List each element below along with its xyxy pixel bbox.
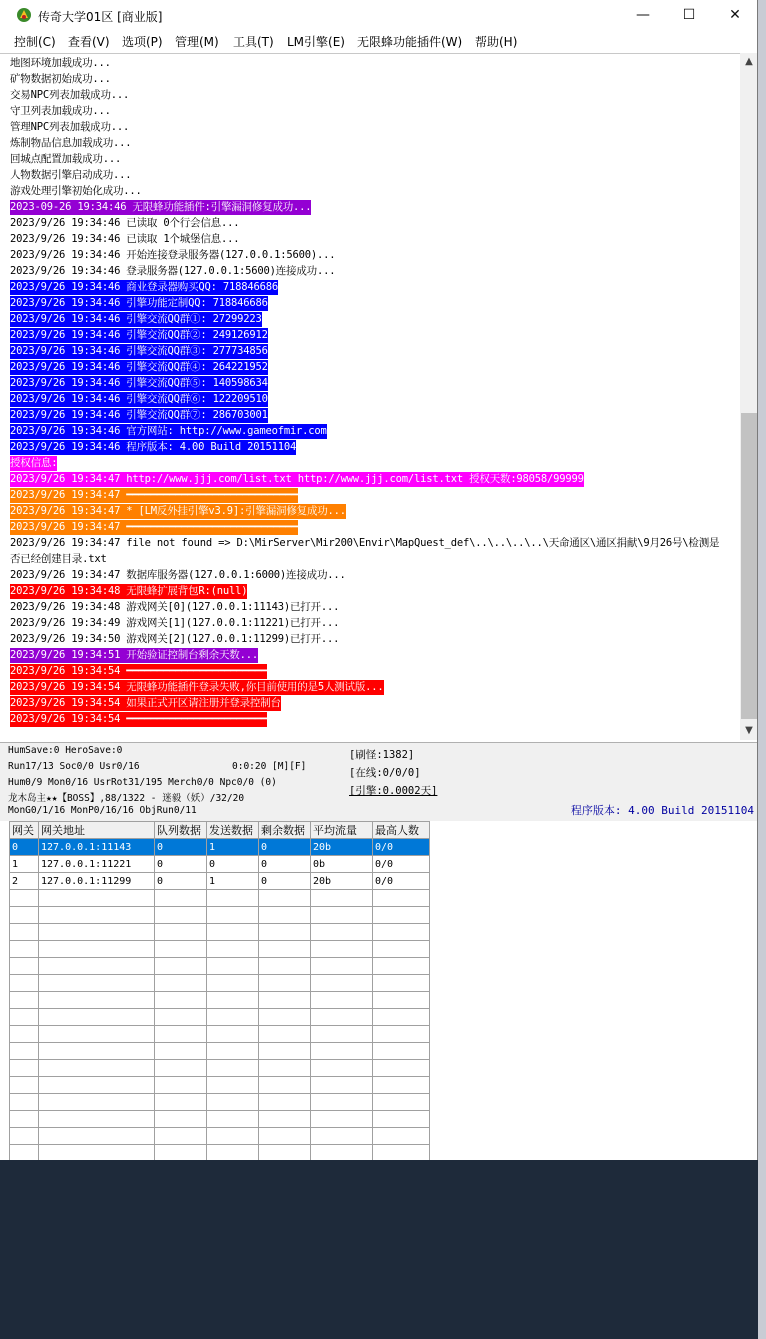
status-hum: Hum0/9 Mon0/16 UsrRot31/195 Merch0/0 Npc0/0 (0)	[8, 777, 277, 788]
table-cell: 2	[10, 873, 39, 890]
table-cell	[259, 890, 311, 907]
table-row-empty[interactable]	[10, 924, 430, 941]
table-cell	[259, 1128, 311, 1145]
desktop-background	[758, 0, 766, 1339]
col-header-avg-traffic[interactable]: 平均流量	[311, 822, 373, 839]
table-cell: 20b	[311, 839, 373, 856]
table-header-row	[10, 822, 430, 839]
log-line: 2023/9/26 19:34:48 游戏网关[0](127.0.0.1:11143)已打开...	[10, 601, 340, 613]
table-cell	[39, 907, 155, 924]
table-cell	[39, 941, 155, 958]
table-cell: 20b	[311, 873, 373, 890]
col-header-gateway[interactable]: 网关	[10, 822, 39, 839]
table-cell	[207, 1026, 259, 1043]
table-cell	[311, 1026, 373, 1043]
menu-plugin[interactable]: 无限蜂功能插件(W)	[357, 35, 463, 49]
table-cell: 0/0	[373, 839, 430, 856]
log-line: 地图环境加载成功...	[10, 57, 111, 69]
table-cell	[155, 1060, 207, 1077]
table-cell: 0b	[311, 856, 373, 873]
table-cell	[311, 992, 373, 1009]
table-cell	[10, 1043, 39, 1060]
table-cell	[39, 1009, 155, 1026]
scroll-thumb[interactable]	[741, 413, 757, 719]
log-line: 矿物数据初始成功...	[10, 73, 111, 85]
table-cell: 0/0	[373, 873, 430, 890]
menu-manage[interactable]: 管理(M)	[175, 35, 219, 49]
table-row-empty[interactable]	[10, 1009, 430, 1026]
table-cell	[311, 1060, 373, 1077]
table-cell	[10, 975, 39, 992]
status-save: HumSave:0 HeroSave:0	[8, 745, 123, 756]
table-row-empty[interactable]	[10, 1043, 430, 1060]
log-line: 2023-09-26 19:34:46 无限蜂功能插件:引擎漏洞修复成功...	[10, 201, 312, 213]
log-line: 授权信息:	[10, 457, 58, 469]
table-row-empty[interactable]	[10, 890, 430, 907]
table-cell	[259, 975, 311, 992]
table-cell: 0	[259, 856, 311, 873]
table-cell	[39, 1094, 155, 1111]
table-cell	[373, 1128, 430, 1145]
status-engine-link[interactable]: [引擎:0.0002天]	[349, 785, 438, 797]
table-cell	[207, 1094, 259, 1111]
table-cell	[311, 1077, 373, 1094]
log-line: 2023/9/26 19:34:47 ━━━━━━━━━━━━━━━━━━━━━━━━━━━━	[10, 489, 298, 501]
table-cell	[373, 1043, 430, 1060]
table-cell	[373, 992, 430, 1009]
log-line: 2023/9/26 19:34:46 已读取 0个行会信息...	[10, 217, 240, 229]
table-cell	[311, 907, 373, 924]
scroll-up-icon[interactable]: ▲	[745, 56, 753, 67]
table-cell	[207, 992, 259, 1009]
log-line: 2023/9/26 19:34:47 * [LM反外挂引擎v3.9]:引擎漏洞修复成功...	[10, 505, 346, 517]
table-cell	[10, 1111, 39, 1128]
table-cell	[207, 1077, 259, 1094]
table-cell	[10, 1026, 39, 1043]
table-cell	[373, 941, 430, 958]
table-cell: 0	[155, 856, 207, 873]
table-cell	[373, 924, 430, 941]
table-cell	[155, 1094, 207, 1111]
table-row-empty[interactable]	[10, 1145, 430, 1161]
table-cell	[10, 1077, 39, 1094]
status-boss: 龙木岛主★★【BOSS】,88/1322 - 迷毅（妖）/32/20	[8, 793, 245, 804]
table-cell	[155, 941, 207, 958]
col-header-sent[interactable]: 发送数据	[207, 822, 259, 839]
table-cell: 0	[155, 873, 207, 890]
table-cell	[39, 975, 155, 992]
table-cell	[207, 1145, 259, 1161]
table-cell	[373, 1026, 430, 1043]
table-cell	[155, 1043, 207, 1060]
table-cell	[155, 992, 207, 1009]
log-line: 2023/9/26 19:34:50 游戏网关[2](127.0.0.1:11299)已打开...	[10, 633, 340, 645]
table-cell	[311, 975, 373, 992]
table-cell	[311, 1094, 373, 1111]
table-cell	[39, 1026, 155, 1043]
status-mon: MonG0/1/16 MonP0/16/16 ObjRun0/11	[8, 805, 197, 816]
status-online: [在线:0/0/0]	[349, 767, 421, 779]
log-line: 2023/9/26 19:34:49 游戏网关[1](127.0.0.1:11221)已打开...	[10, 617, 340, 629]
log-line: 2023/9/26 19:34:51 开始验证控制台剩余天数...	[10, 649, 258, 661]
table-row[interactable]	[10, 873, 430, 890]
scroll-down-icon[interactable]: ▼	[745, 725, 753, 736]
table-cell	[373, 1145, 430, 1161]
app-icon	[16, 7, 32, 23]
gateway-grid-area	[0, 821, 758, 1160]
table-cell	[155, 924, 207, 941]
table-cell	[311, 958, 373, 975]
table-cell: 0	[155, 839, 207, 856]
table-cell: 1	[10, 856, 39, 873]
log-line: 2023/9/26 19:34:46 已读取 1个城堡信息...	[10, 233, 240, 245]
table-cell	[373, 1077, 430, 1094]
table-cell	[373, 907, 430, 924]
log-line: 2023/9/26 19:34:46 商业登录器购买QQ: 718846686	[10, 281, 278, 293]
table-cell: 127.0.0.1:11221	[39, 856, 155, 873]
table-cell	[39, 958, 155, 975]
table-cell	[207, 1060, 259, 1077]
table-cell	[259, 1145, 311, 1161]
table-cell	[373, 1094, 430, 1111]
table-cell	[207, 907, 259, 924]
table-row-empty[interactable]	[10, 1060, 430, 1077]
menu-bar	[0, 31, 758, 51]
log-line: 2023/9/26 19:34:47 ━━━━━━━━━━━━━━━━━━━━━━━━━━━━	[10, 521, 298, 533]
log-line: 2023/9/26 19:34:46 登录服务器(127.0.0.1:5600)连接成功...	[10, 265, 336, 277]
table-row-empty[interactable]	[10, 1026, 430, 1043]
table-cell	[259, 941, 311, 958]
status-panel	[0, 742, 758, 821]
table-cell	[155, 1026, 207, 1043]
log-line: 2023/9/26 19:34:54 ━━━━━━━━━━━━━━━━━━━━━━━	[10, 665, 268, 677]
table-cell	[373, 975, 430, 992]
table-cell	[155, 958, 207, 975]
menu-lm-engine[interactable]: LM引擎(E)	[287, 35, 345, 49]
status-refresh: [刷怪:1382]	[349, 749, 415, 761]
table-cell	[207, 941, 259, 958]
table-cell	[39, 992, 155, 1009]
table-cell	[259, 1077, 311, 1094]
table-cell	[311, 890, 373, 907]
table-row[interactable]	[10, 856, 430, 873]
table-cell	[259, 1026, 311, 1043]
table-cell	[207, 1043, 259, 1060]
table-row-empty[interactable]	[10, 975, 430, 992]
menu-help[interactable]: 帮助(H)	[475, 35, 518, 49]
log-line: 2023/9/26 19:34:54 如果正式开区请注册并登录控制台	[10, 697, 281, 709]
table-cell	[259, 907, 311, 924]
table-cell	[373, 890, 430, 907]
log-line: 2023/9/26 19:34:46 引擎交流QQ群①: 27299223	[10, 313, 262, 325]
table-cell	[155, 975, 207, 992]
status-timer: 0:0:20 [M][F]	[232, 761, 307, 772]
table-cell	[311, 1111, 373, 1128]
minimize-button[interactable]: —	[636, 7, 650, 23]
log-line: 2023/9/26 19:34:47 数据库服务器(127.0.0.1:6000)连接成功...	[10, 569, 346, 581]
table-cell	[373, 1111, 430, 1128]
log-line: 2023/9/26 19:34:46 引擎交流QQ群③: 277734856	[10, 345, 268, 357]
gateway-table[interactable]	[9, 821, 430, 1160]
menu-options[interactable]: 选项(P)	[122, 35, 163, 49]
status-run: Run17/13 Soc0/0 Usr0/16	[8, 761, 140, 772]
table-cell	[373, 1009, 430, 1026]
table-cell	[311, 1043, 373, 1060]
log-line: 否已经创建目录.txt	[10, 553, 107, 565]
table-row-empty[interactable]	[10, 1128, 430, 1145]
table-cell	[155, 1111, 207, 1128]
table-cell	[207, 1128, 259, 1145]
table-cell: 0	[10, 839, 39, 856]
table-cell	[259, 1009, 311, 1026]
table-cell: 0	[259, 839, 311, 856]
title-bar[interactable]	[0, 0, 758, 30]
table-cell	[373, 1060, 430, 1077]
table-row-empty[interactable]	[10, 958, 430, 975]
table-cell	[311, 941, 373, 958]
table-cell	[39, 1043, 155, 1060]
col-header-address[interactable]: 网关地址	[39, 822, 155, 839]
log-line: 2023/9/26 19:34:48 无限蜂扩展背包R:(null)	[10, 585, 248, 597]
log-line: 2023/9/26 19:34:46 引擎交流QQ群④: 264221952	[10, 361, 268, 373]
log-line: 2023/9/26 19:34:46 引擎交流QQ群⑥: 122209510	[10, 393, 268, 405]
table-cell	[259, 1043, 311, 1060]
table-cell	[10, 1145, 39, 1161]
table-cell	[10, 958, 39, 975]
log-line: 人物数据引擎启动成功...	[10, 169, 132, 181]
table-row-empty[interactable]	[10, 1094, 430, 1111]
table-cell	[207, 1009, 259, 1026]
table-cell	[155, 907, 207, 924]
log-line: 2023/9/26 19:34:46 引擎交流QQ群②: 249126912	[10, 329, 268, 341]
table-cell	[10, 907, 39, 924]
window-edge	[757, 0, 758, 1160]
table-cell	[10, 890, 39, 907]
log-line: 交易NPC列表加载成功...	[10, 89, 130, 101]
table-cell: 1	[207, 873, 259, 890]
table-cell	[155, 1145, 207, 1161]
table-cell	[39, 1128, 155, 1145]
table-row-empty[interactable]	[10, 992, 430, 1009]
program-version: 程序版本: 4.00 Build 20151104	[570, 804, 754, 817]
log-scrollbar[interactable]	[740, 53, 758, 740]
table-cell	[207, 975, 259, 992]
close-button[interactable]: ✕	[729, 7, 741, 23]
table-cell	[10, 1094, 39, 1111]
col-header-max-users[interactable]: 最高人数	[373, 822, 430, 839]
table-cell	[207, 958, 259, 975]
table-cell: 0/0	[373, 856, 430, 873]
table-cell	[259, 1060, 311, 1077]
table-cell	[259, 992, 311, 1009]
table-cell	[311, 1128, 373, 1145]
table-cell	[155, 1009, 207, 1026]
log-line: 2023/9/26 19:34:46 程序版本: 4.00 Build 20151104	[10, 441, 297, 453]
log-line: 炼制物品信息加载成功...	[10, 137, 132, 149]
table-row[interactable]	[10, 839, 430, 856]
menu-tools[interactable]: 工具(T)	[233, 35, 274, 49]
table-cell	[155, 1077, 207, 1094]
log-line: 回城点配置加载成功...	[10, 153, 122, 165]
table-cell	[259, 958, 311, 975]
table-cell: 0	[207, 856, 259, 873]
log-line: 管理NPC列表加载成功...	[10, 121, 130, 133]
table-cell	[259, 1094, 311, 1111]
table-cell	[39, 924, 155, 941]
menu-control[interactable]: 控制(C)	[14, 35, 56, 49]
table-cell	[10, 1060, 39, 1077]
table-cell	[10, 1009, 39, 1026]
table-cell	[207, 924, 259, 941]
table-cell: 0	[259, 873, 311, 890]
log-line: 2023/9/26 19:34:46 引擎功能定制QQ: 718846686	[10, 297, 268, 309]
log-panel[interactable]	[0, 53, 740, 741]
table-cell	[10, 992, 39, 1009]
table-cell	[10, 924, 39, 941]
table-cell	[39, 1077, 155, 1094]
table-cell: 127.0.0.1:11299	[39, 873, 155, 890]
maximize-button[interactable]: ☐	[682, 7, 696, 23]
table-row-empty[interactable]	[10, 1077, 430, 1094]
table-row-empty[interactable]	[10, 907, 430, 924]
log-line: 2023/9/26 19:34:54 ━━━━━━━━━━━━━━━━━━━━━━━	[10, 713, 268, 725]
table-cell	[207, 890, 259, 907]
table-cell	[39, 890, 155, 907]
table-cell	[155, 890, 207, 907]
log-line: 守卫列表加载成功...	[10, 105, 111, 117]
log-line: 2023/9/26 19:34:47 http://www.jjj.com/list.txt http://www.jjj.com/list.txt 授权天数:98058/99999	[10, 473, 584, 485]
table-cell	[259, 924, 311, 941]
table-cell: 1	[207, 839, 259, 856]
table-cell	[10, 941, 39, 958]
log-line: 2023/9/26 19:34:46 官方网站: http://www.gameofmir.com	[10, 425, 327, 437]
log-line: 2023/9/26 19:34:46 引擎交流QQ群⑤: 140598634	[10, 377, 268, 389]
table-cell	[155, 1128, 207, 1145]
table-cell	[39, 1145, 155, 1161]
table-cell	[10, 1128, 39, 1145]
table-cell	[259, 1111, 311, 1128]
table-cell	[311, 1145, 373, 1161]
log-line: 2023/9/26 19:34:46 引擎交流QQ群⑦: 286703001	[10, 409, 268, 421]
table-row-empty[interactable]	[10, 941, 430, 958]
table-row-empty[interactable]	[10, 1111, 430, 1128]
menu-view[interactable]: 查看(V)	[68, 35, 110, 49]
window-title: 传奇大学01区 [商业版]	[38, 10, 163, 24]
table-cell: 127.0.0.1:11143	[39, 839, 155, 856]
table-cell	[39, 1060, 155, 1077]
table-cell	[373, 958, 430, 975]
log-line: 2023/9/26 19:34:54 无限蜂功能插件登录失败,你目前使用的是5人测试版...	[10, 681, 384, 693]
table-cell	[39, 1111, 155, 1128]
table-cell	[311, 1009, 373, 1026]
col-header-queue[interactable]: 队列数据	[155, 822, 207, 839]
table-cell	[207, 1111, 259, 1128]
log-line: 2023/9/26 19:34:47 file not found => D:\MirServer\Mir200\Envir\MapQuest_def\..\..\..\..\天命通区\通区捐献\9月26号\检测是	[10, 537, 720, 549]
log-line: 2023/9/26 19:34:46 开始连接登录服务器(127.0.0.1:5600)...	[10, 249, 336, 261]
table-cell	[311, 924, 373, 941]
log-line: 游戏处理引擎初始化成功...	[10, 185, 142, 197]
col-header-remaining[interactable]: 剩余数据	[259, 822, 311, 839]
